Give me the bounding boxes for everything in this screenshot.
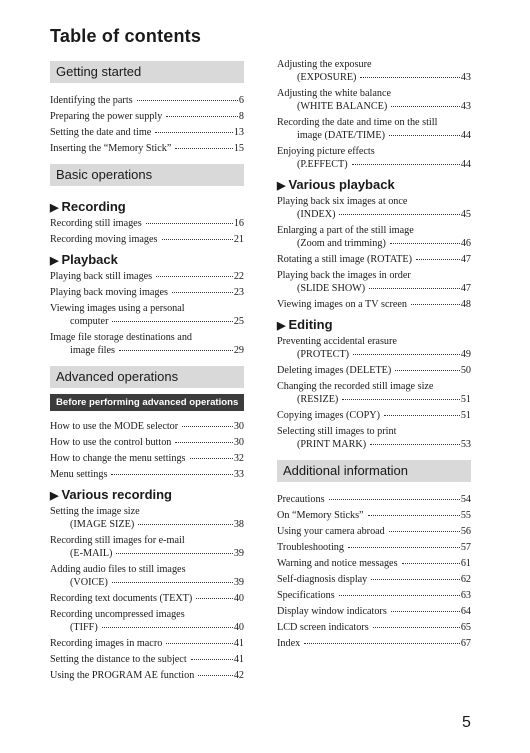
- section-heading-getting-started: Getting started: [50, 61, 244, 83]
- toc-entry-page: 21: [233, 234, 244, 245]
- dot-leader: [373, 627, 460, 628]
- dot-leader: [175, 148, 232, 149]
- toc-entry[interactable]: [50, 94, 244, 107]
- dot-leader: [391, 611, 460, 612]
- toc-entry[interactable]: [277, 253, 471, 266]
- toc-entry-page: 16: [233, 218, 244, 229]
- triangle-right-icon: ▶: [277, 320, 286, 332]
- toc-entry[interactable]: [277, 195, 471, 221]
- dot-leader: [391, 106, 460, 107]
- toc-entry-subtitle: (VOICE): [70, 577, 108, 588]
- dot-leader: [138, 524, 233, 525]
- dot-leader: [339, 595, 460, 596]
- dot-leader: [182, 426, 233, 427]
- dot-leader: [389, 135, 460, 136]
- toc-entry[interactable]: [277, 605, 471, 618]
- toc-entry-page: 39: [233, 577, 244, 588]
- section-heading-advanced-operations: Advanced operations: [50, 366, 244, 388]
- toc-entry[interactable]: [277, 409, 471, 422]
- toc-entry[interactable]: [50, 331, 244, 357]
- toc-entry-title: Adding audio files to still images: [50, 564, 186, 575]
- toc-entry[interactable]: [277, 298, 471, 311]
- toc-entry-title: Viewing images using a personal: [50, 303, 185, 314]
- toc-entry[interactable]: [50, 534, 244, 560]
- toc-entry-title: Viewing images on a TV screen: [277, 299, 407, 310]
- toc-entry-page: 30: [233, 437, 244, 448]
- toc-entry[interactable]: [50, 563, 244, 589]
- toc-entry-page: 45: [460, 209, 471, 220]
- category-heading-editing: [277, 315, 471, 334]
- toc-entry-page: 57: [460, 542, 471, 553]
- toc-entry-page: 30: [233, 421, 244, 432]
- toc-entry[interactable]: [277, 573, 471, 586]
- toc-entry-title: Selecting still images to print: [277, 426, 397, 437]
- toc-entry[interactable]: [50, 452, 244, 465]
- category-heading-various-playback: [277, 175, 471, 194]
- dot-leader: [368, 515, 460, 516]
- toc-entry-title: Copying images (COPY): [277, 410, 381, 421]
- toc-entry-page: 23: [233, 287, 244, 298]
- category-heading-recording: [50, 197, 244, 216]
- dot-leader: [116, 553, 232, 554]
- toc-entry[interactable]: [277, 525, 471, 538]
- toc-entry[interactable]: [50, 608, 244, 634]
- triangle-right-icon: ▶: [50, 202, 59, 214]
- toc-entry-title: Enjoying picture effects: [277, 146, 375, 157]
- toc-entry-page: 44: [460, 130, 471, 141]
- toc-entry-title: Recording moving images: [50, 234, 158, 245]
- toc-entry[interactable]: [277, 557, 471, 570]
- toc-entry-subtitle: (Zoom and trimming): [297, 238, 386, 249]
- dot-leader: [370, 444, 460, 445]
- toc-entry-subtitle: (RESIZE): [297, 394, 339, 405]
- toc-entry-title: Rotating a still image (ROTATE): [277, 254, 412, 265]
- toc-entry-page: 61: [460, 558, 471, 569]
- toc-entry-title: LCD screen indicators: [277, 622, 369, 633]
- dot-leader: [112, 582, 233, 583]
- toc-entry-title: Identifying the parts: [50, 95, 133, 106]
- dot-leader: [369, 288, 460, 289]
- toc-entry[interactable]: [50, 420, 244, 433]
- toc-entry-page: 39: [233, 548, 244, 559]
- toc-entry[interactable]: [50, 653, 244, 666]
- toc-entry-page: 55: [460, 510, 471, 521]
- toc-entry-title: Specifications: [277, 590, 335, 601]
- toc-entry-title: How to use the control button: [50, 437, 172, 448]
- toc-entry-title: Index: [277, 638, 301, 649]
- toc-entry[interactable]: [277, 269, 471, 295]
- toc-entry-title: Playing back six images at once: [277, 196, 408, 207]
- category-label: Editing: [288, 317, 333, 332]
- toc-entry-title: How to use the MODE selector: [50, 421, 179, 432]
- toc-entry[interactable]: [50, 142, 244, 155]
- toc-entry-title: Recording text documents (TEXT): [50, 593, 193, 604]
- toc-entry[interactable]: [50, 669, 244, 682]
- toc-entry-title: Preparing the power supply: [50, 111, 163, 122]
- toc-entry-page: 43: [460, 72, 471, 83]
- toc-entry[interactable]: [50, 637, 244, 650]
- toc-entry-page: 62: [460, 574, 471, 585]
- toc-right-column: [277, 58, 471, 653]
- toc-entry-title: On “Memory Sticks”: [277, 510, 364, 521]
- toc-entry-title: Changing the recorded still image size: [277, 381, 434, 392]
- toc-entry-subtitle: (WHITE BALANCE): [297, 101, 388, 112]
- dot-leader: [119, 350, 233, 351]
- dot-leader: [360, 77, 459, 78]
- toc-entry-subtitle: (INDEX): [297, 209, 336, 220]
- dot-leader: [198, 675, 232, 676]
- dot-leader: [155, 132, 233, 133]
- toc-entry[interactable]: [277, 493, 471, 506]
- toc-entry[interactable]: [50, 302, 244, 328]
- toc-entry[interactable]: [277, 637, 471, 650]
- dot-leader: [162, 239, 233, 240]
- toc-entry-page: 46: [460, 238, 471, 249]
- dot-leader: [342, 399, 460, 400]
- dot-leader: [191, 659, 233, 660]
- dot-leader: [172, 292, 233, 293]
- dot-leader: [339, 214, 459, 215]
- toc-entry-page: 33: [233, 469, 244, 480]
- toc-entry-page: 29: [233, 345, 244, 356]
- toc-entry-page: 53: [460, 439, 471, 450]
- toc-entry-title: Recording uncompressed images: [50, 609, 185, 620]
- dot-leader: [390, 243, 460, 244]
- toc-entry[interactable]: [50, 592, 244, 605]
- toc-entry-page: 15: [233, 143, 244, 154]
- dot-leader: [112, 321, 232, 322]
- section-heading-additional-information: Additional information: [277, 460, 471, 482]
- toc-entry-title: Recording still images: [50, 218, 142, 229]
- triangle-right-icon: ▶: [50, 255, 59, 267]
- toc-entry-subtitle: (PRINT MARK): [297, 439, 367, 450]
- category-label: Playback: [61, 252, 118, 267]
- category-heading-various-recording: [50, 485, 244, 504]
- toc-entry-page: 65: [460, 622, 471, 633]
- toc-entry[interactable]: [277, 224, 471, 250]
- toc-entry[interactable]: [277, 541, 471, 554]
- category-label: Recording: [61, 199, 126, 214]
- toc-entry-page: 47: [460, 283, 471, 294]
- dot-leader: [402, 563, 460, 564]
- toc-entry-title: Recording the date and time on the still: [277, 117, 438, 128]
- toc-entry[interactable]: [277, 58, 471, 84]
- dot-leader: [411, 304, 460, 305]
- toc-entry[interactable]: [50, 468, 244, 481]
- toc-entry[interactable]: [277, 380, 471, 406]
- toc-entry-subtitle: image files: [70, 345, 115, 356]
- dot-leader: [156, 276, 233, 277]
- toc-entry-page: 63: [460, 590, 471, 601]
- toc-entry[interactable]: [50, 217, 244, 230]
- category-label: Various playback: [288, 177, 395, 192]
- dot-leader: [137, 100, 238, 101]
- dot-leader: [348, 547, 460, 548]
- triangle-right-icon: ▶: [277, 180, 286, 192]
- toc-entry-subtitle: (PROTECT): [297, 349, 350, 360]
- toc-entry-title: Inserting the “Memory Stick”: [50, 143, 172, 154]
- toc-entry-title: Setting the distance to the subject: [50, 654, 187, 665]
- toc-entry-title: Display window indicators: [277, 606, 387, 617]
- toc-entry-title: Self-diagnosis display: [277, 574, 368, 585]
- toc-entry-title: Using the PROGRAM AE function: [50, 670, 195, 681]
- toc-entry-subtitle: (P.EFFECT): [297, 159, 348, 170]
- toc-entry-title: Using your camera abroad: [277, 526, 385, 537]
- toc-entry-subtitle: computer: [70, 316, 109, 327]
- category-label: Various recording: [61, 487, 173, 502]
- toc-entry-subtitle: (SLIDE SHOW): [297, 283, 366, 294]
- category-heading-playback: [50, 250, 244, 269]
- toc-entry-page: 47: [460, 254, 471, 265]
- toc-entry[interactable]: [277, 364, 471, 377]
- toc-entry-title: Precautions: [277, 494, 325, 505]
- toc-entry-page: 22: [233, 271, 244, 282]
- toc-entry-subtitle: (EXPOSURE): [297, 72, 357, 83]
- toc-entry[interactable]: [277, 145, 471, 171]
- toc-entry-title: Deleting images (DELETE): [277, 365, 392, 376]
- dot-leader: [196, 598, 233, 599]
- dot-leader: [190, 458, 233, 459]
- toc-entry-page: 38: [233, 519, 244, 530]
- toc-entry-title: Adjusting the white balance: [277, 88, 392, 99]
- dot-leader: [416, 259, 460, 260]
- toc-entry-title: Preventing accidental erasure: [277, 336, 397, 347]
- toc-entry-title: Warning and notice messages: [277, 558, 398, 569]
- toc-entry-subtitle: (E-MAIL): [70, 548, 113, 559]
- toc-entry-title: Recording still images for e-mail: [50, 535, 185, 546]
- toc-entry[interactable]: [50, 126, 244, 139]
- toc-entry-page: 42: [233, 670, 244, 681]
- toc-entry-page: 50: [460, 365, 471, 376]
- dot-leader: [371, 579, 460, 580]
- dot-leader: [304, 643, 460, 644]
- dot-leader: [166, 116, 238, 117]
- toc-entry-page: 8: [238, 111, 244, 122]
- toc-entry-title: Adjusting the exposure: [277, 59, 372, 70]
- toc-entry-title: Menu settings: [50, 469, 108, 480]
- toc-entry-subtitle: (TIFF): [70, 622, 98, 633]
- toc-left-column: [50, 61, 244, 685]
- toc-entry-page: 41: [233, 638, 244, 649]
- toc-entry[interactable]: [50, 286, 244, 299]
- toc-entry-page: 6: [238, 95, 244, 106]
- toc-entry-subtitle: image (DATE/TIME): [297, 130, 385, 141]
- toc-entry-title: Playing back still images: [50, 271, 153, 282]
- toc-entry-page: 25: [233, 316, 244, 327]
- toc-entry-title: How to change the menu settings: [50, 453, 186, 464]
- dot-leader: [102, 627, 233, 628]
- toc-entry-page: 43: [460, 101, 471, 112]
- toc-entry-title: Troubleshooting: [277, 542, 344, 553]
- toc-entry[interactable]: [50, 270, 244, 283]
- toc-entry[interactable]: [50, 505, 244, 531]
- toc-entry-subtitle: (IMAGE SIZE): [70, 519, 135, 530]
- toc-entry[interactable]: [50, 110, 244, 123]
- triangle-right-icon: ▶: [50, 490, 59, 502]
- toc-entry-page: 44: [460, 159, 471, 170]
- dot-leader: [395, 370, 460, 371]
- toc-entry-page: 13: [233, 127, 244, 138]
- toc-entry-title: Playing back moving images: [50, 287, 168, 298]
- toc-entry-page: 51: [460, 394, 471, 405]
- section-heading-basic-operations: Basic operations: [50, 164, 244, 186]
- dot-leader: [389, 531, 460, 532]
- toc-entry[interactable]: [50, 436, 244, 449]
- toc-entry[interactable]: [277, 116, 471, 142]
- toc-entry[interactable]: [277, 425, 471, 451]
- toc-entry[interactable]: [50, 233, 244, 246]
- toc-entry-page: 48: [460, 299, 471, 310]
- toc-entry-title: Enlarging a part of the still image: [277, 225, 414, 236]
- toc-entry-title: Playing back the images in order: [277, 270, 411, 281]
- subsection-heading-before-performing-advanced-operations: Before performing advanced operations: [50, 394, 244, 411]
- dot-leader: [329, 499, 460, 500]
- toc-entry-page: 32: [233, 453, 244, 464]
- toc-entry-page: 40: [233, 622, 244, 633]
- toc-entry-page: 40: [233, 593, 244, 604]
- toc-entry-title: Recording images in macro: [50, 638, 163, 649]
- toc-entry-page: 41: [233, 654, 244, 665]
- toc-entry-title: Setting the date and time: [50, 127, 152, 138]
- toc-entry-title: Setting the image size: [50, 506, 140, 517]
- toc-entry-page: 56: [460, 526, 471, 537]
- dot-leader: [353, 354, 460, 355]
- dot-leader: [175, 442, 232, 443]
- toc-entry[interactable]: [277, 509, 471, 522]
- toc-entry[interactable]: [277, 335, 471, 361]
- dot-leader: [166, 643, 233, 644]
- dot-leader: [146, 223, 233, 224]
- toc-entry[interactable]: [277, 621, 471, 634]
- toc-entry-page: 51: [460, 410, 471, 421]
- dot-leader: [384, 415, 460, 416]
- toc-entry-page: 67: [460, 638, 471, 649]
- page-number: 5: [462, 714, 471, 731]
- page-title: Table of contents: [50, 26, 202, 46]
- toc-entry[interactable]: [277, 589, 471, 602]
- dot-leader: [352, 164, 460, 165]
- toc-entry-page: 54: [460, 494, 471, 505]
- toc-entry-page: 49: [460, 349, 471, 360]
- toc-entry[interactable]: [277, 87, 471, 113]
- toc-entry-page: 64: [460, 606, 471, 617]
- dot-leader: [111, 474, 232, 475]
- toc-entry-title: Image file storage destinations and: [50, 332, 193, 343]
